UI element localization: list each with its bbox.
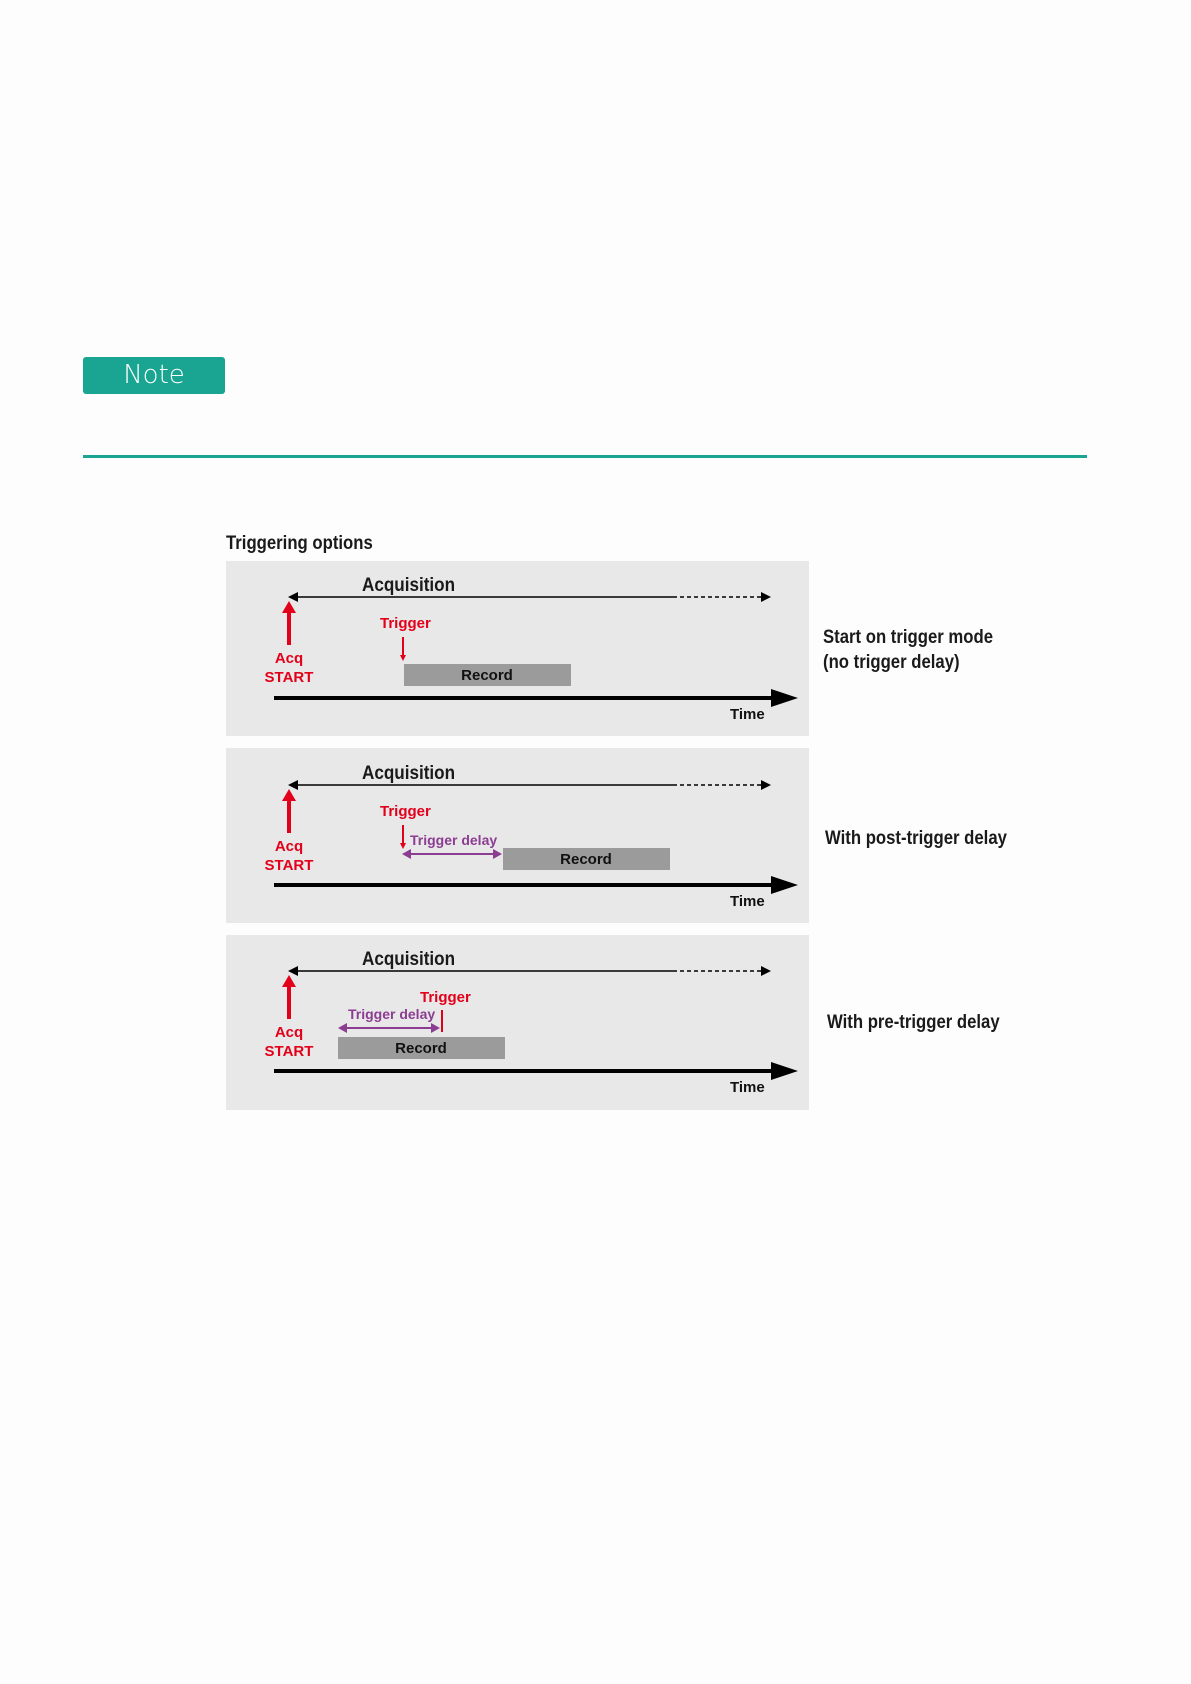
panel-pre-trigger-delay-diagram (226, 935, 809, 1110)
start-label: START (264, 669, 314, 686)
panel-start-on-trigger (226, 561, 809, 736)
acq-label: Acq (274, 838, 304, 855)
time-label: Time (730, 706, 765, 723)
trigger-label: Trigger (420, 989, 471, 1006)
note-badge: Note (83, 357, 225, 394)
trigger-delay-arrow (402, 849, 502, 859)
time-axis-arrow (274, 1062, 798, 1080)
acq-start-arrow (282, 975, 296, 1019)
caption-pre-trigger-delay (827, 1010, 1000, 1035)
caption-line-1: With post-trigger delay (825, 828, 1007, 849)
time-label: Time (730, 1079, 765, 1096)
record-label: Record (395, 1040, 447, 1057)
panel-post-trigger-delay (226, 748, 809, 923)
time-axis-arrow (274, 876, 798, 894)
acquisition-span-arrow (288, 966, 771, 976)
caption-start-on-trigger (823, 625, 993, 675)
acquisition-span-arrow (288, 592, 771, 602)
trigger-delay-label: Trigger delay (348, 1006, 436, 1022)
acq-start-arrow (282, 789, 296, 833)
time-axis-arrow (274, 689, 798, 707)
acquisition-label: Acquisition (362, 948, 456, 970)
acquisition-label: Acquisition (362, 762, 456, 784)
trigger-delay-arrow (338, 1023, 440, 1033)
trigger-label: Trigger (380, 803, 431, 820)
note-divider (83, 455, 1087, 458)
caption-line-1: With pre-trigger delay (827, 1012, 1000, 1033)
time-label: Time (730, 893, 765, 910)
acquisition-span-arrow (288, 780, 771, 790)
panel-start-on-trigger-diagram (226, 561, 809, 736)
trigger-marker (400, 825, 406, 849)
caption-post-trigger-delay (825, 826, 1007, 851)
trigger-delay-label: Trigger delay (410, 832, 498, 848)
acq-label: Acq (274, 650, 304, 667)
panel-post-trigger-delay-diagram (226, 748, 809, 923)
acquisition-label: Acquisition (362, 574, 456, 596)
caption-line-1: Start on trigger mode (823, 627, 994, 648)
record-label: Record (560, 851, 612, 868)
trigger-marker (400, 637, 406, 661)
panel-pre-trigger-delay (226, 935, 809, 1110)
acq-label: Acq (274, 1024, 304, 1041)
acq-start-arrow (282, 601, 296, 645)
caption-line-2: (no trigger delay) (823, 652, 960, 673)
start-label: START (264, 857, 314, 874)
record-label: Record (461, 667, 513, 684)
start-label: START (264, 1043, 314, 1060)
trigger-label: Trigger (380, 615, 431, 632)
diagram-title: Triggering options (226, 533, 373, 554)
